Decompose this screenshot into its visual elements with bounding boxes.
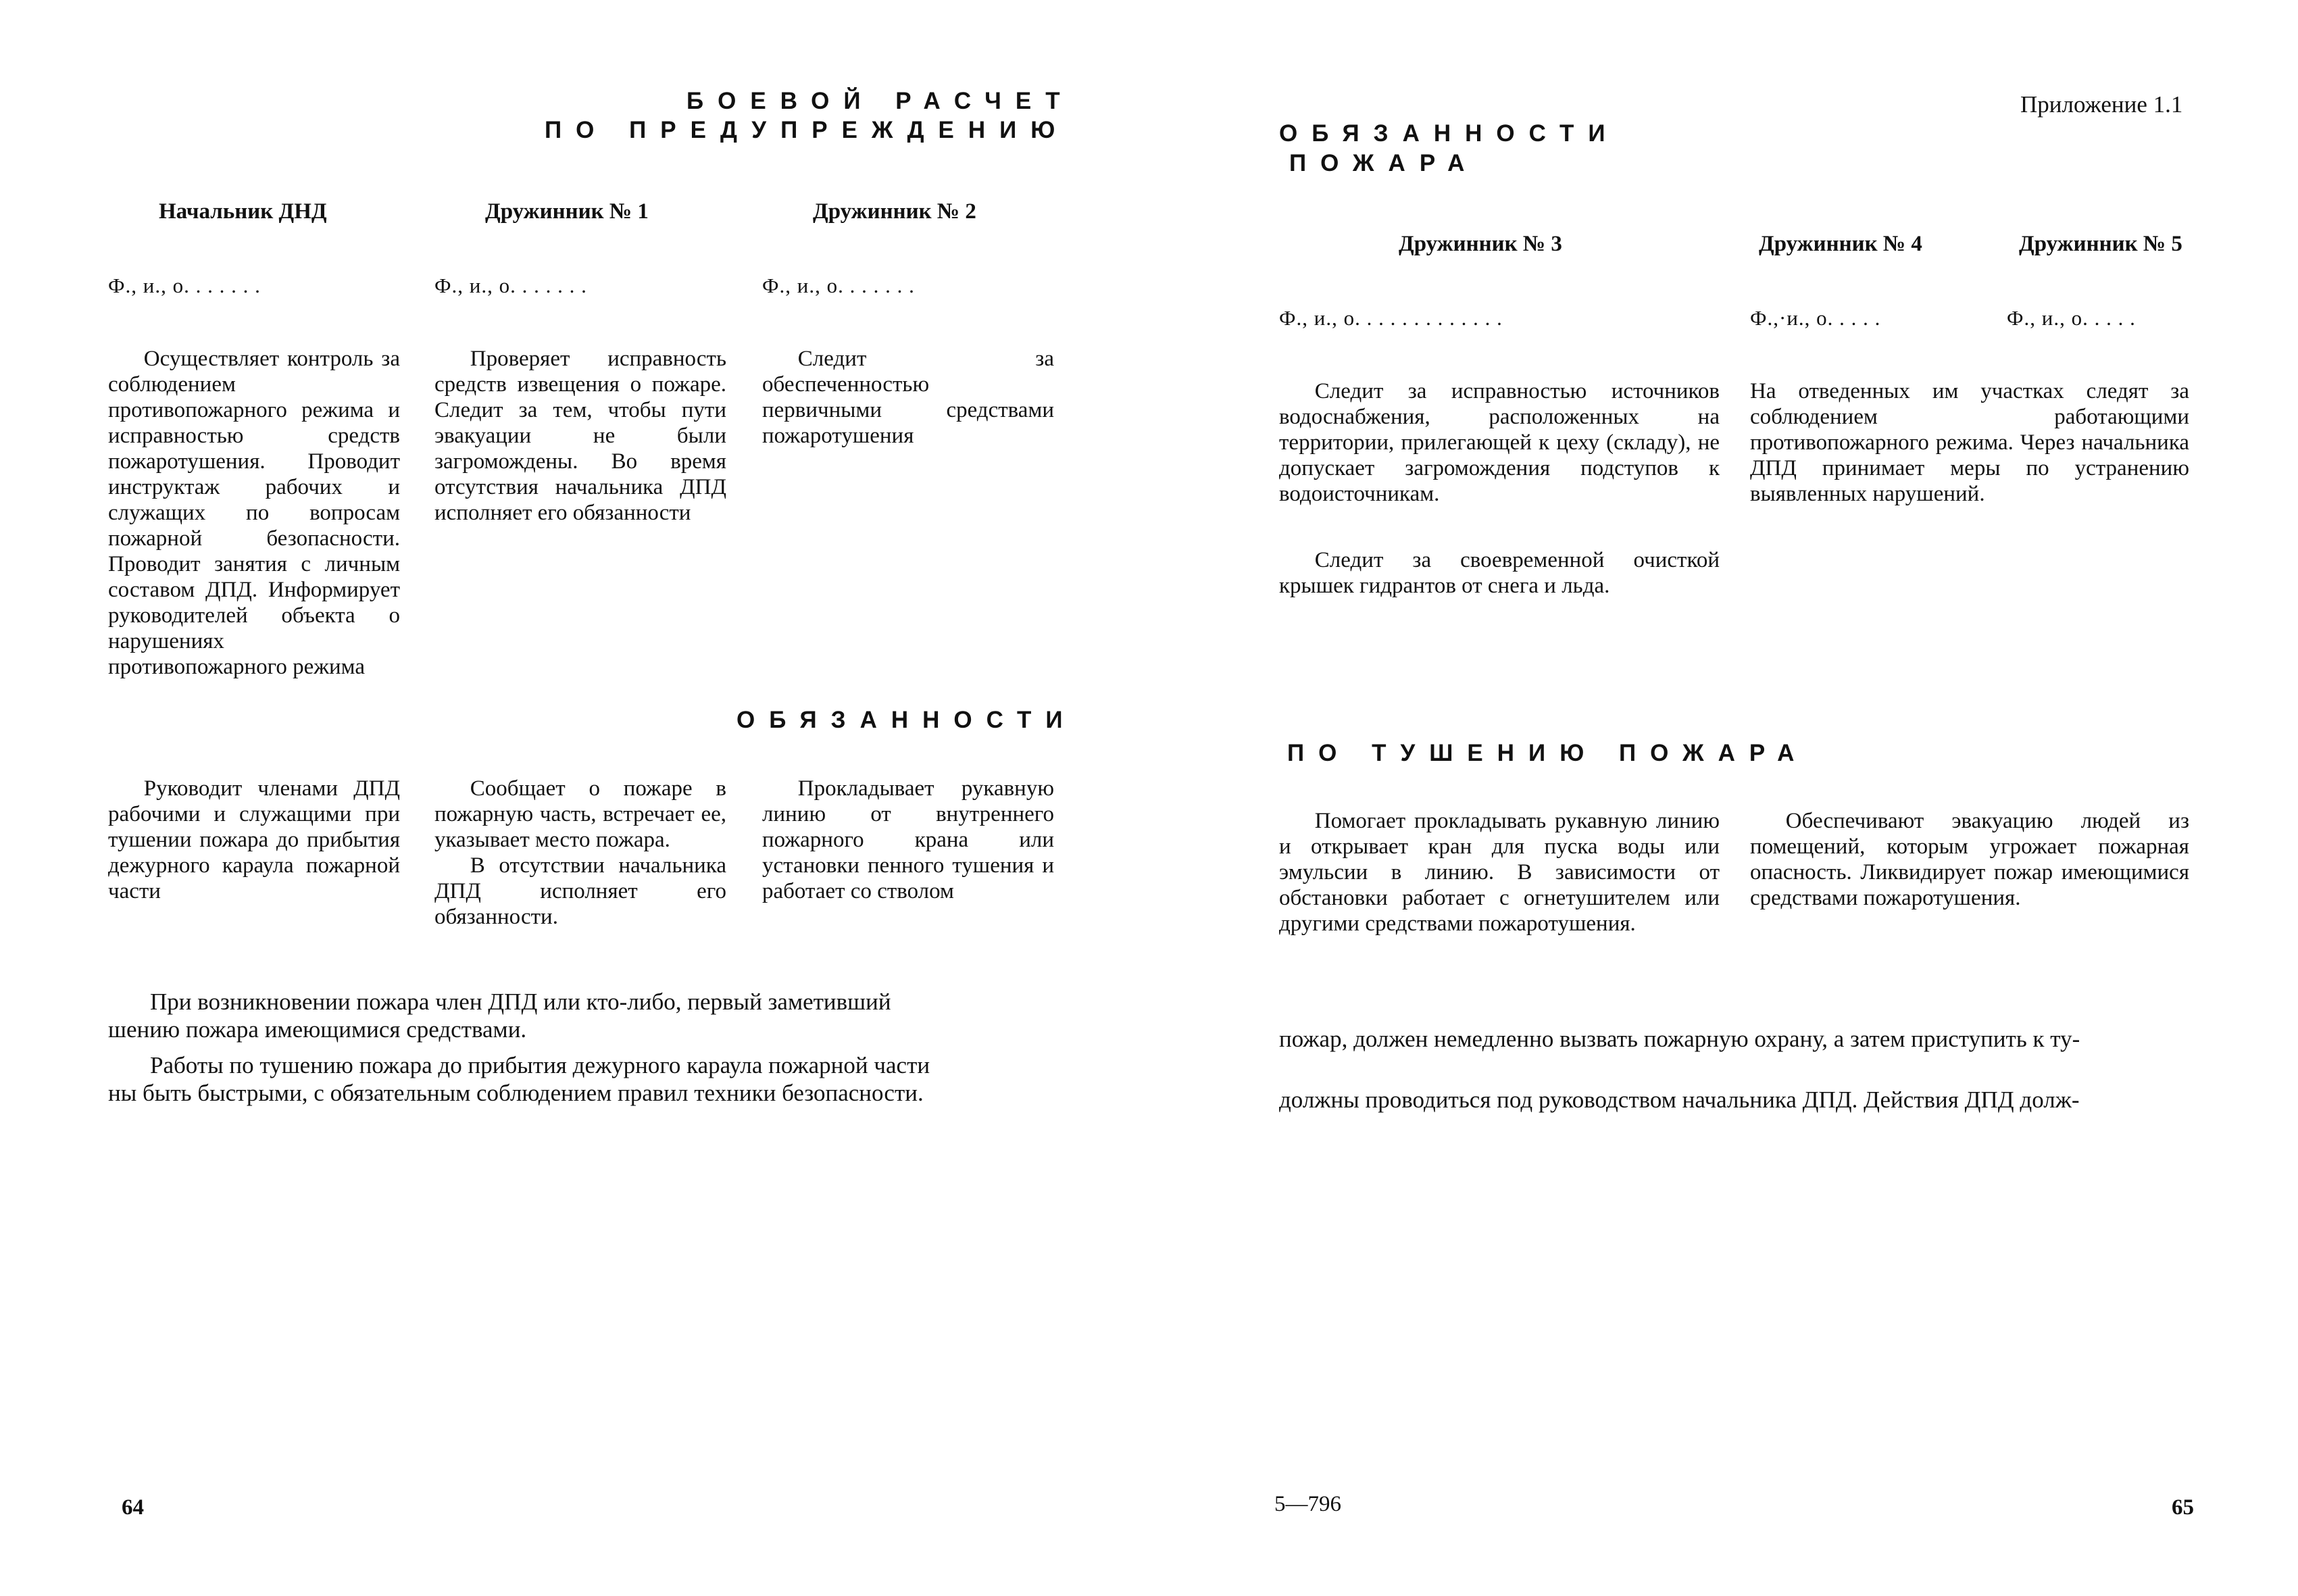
duty-text-member-1: Проверяет исправность средств извещения о пожаре. Следит за тем, чтобы пути эвакуации не были загромождены. Во время отсутствия начальника ДПД исполняет его обязанности — [434, 347, 726, 525]
fire-text-member-1-part2: В отсутствии начальника ДПД исполняет его обязанности. — [434, 853, 726, 929]
col-head-member-3: Дружинник № 3 — [1399, 232, 1562, 256]
duty-text-member-3-extra: Следит за своевременной очисткой крышек гидрантов от снега и льда. — [1279, 548, 1720, 598]
fire-text-member-1 — [434, 776, 726, 930]
right-title-line1: ОБЯЗАННОСТИ — [1279, 120, 1620, 147]
fire-text-member-3: Помогает прокладывать рукавную линию и открывает кран для пуска воды или эмульсии в линию. В зависимости от обстановки работает с огнетушителем или другими средствами пожаротушения. — [1279, 809, 1720, 936]
fire-text-members-4-5: Обеспечивают эвакуацию людей из помещений, которым угрожает пожарная опасность. Ликвидирует пожар имеющимися средствами пожаротушения. — [1750, 809, 2189, 910]
col-head-member-4: Дружинник № 4 — [1759, 232, 1922, 256]
col-head-member-2: Дружинник № 2 — [813, 199, 976, 224]
left-section-title: ОБЯЗАННОСТИ — [736, 707, 1077, 733]
page-number-right: 65 — [2172, 1495, 2194, 1520]
paragraph-2-left: Работы по тушению пожара до прибытия дежурного караула пожарной части — [150, 1052, 930, 1078]
fire-text-member-2: Прокладывает рукавную линию от внутреннего пожарного крана или установки пенного тушения и работает со стволом — [762, 776, 1054, 903]
paragraph-1-left-cont: шению пожара имеющимися средствами. — [108, 1016, 527, 1043]
paragraph-1-right-cont: пожар, должен немедленно вызвать пожарную охрану, а затем приступить к ту- — [1279, 1026, 2080, 1052]
fio-field-member-4: Ф.,·и., о. . . . . — [1750, 306, 1881, 330]
col-head-member-1: Дружинник № 1 — [485, 199, 649, 224]
fio-field-member-3: Ф., и., о. . . . . . . . . . . . . — [1279, 306, 1503, 330]
col-head-chief: Начальник ДНД — [159, 199, 327, 224]
duty-text-members-4-5: На отведенных им участках следят за соблюдением работающими противопожарного режима. Через начальника ДПД принимает меры по устранению выявленных нарушений. — [1750, 379, 2189, 506]
fio-field-chief: Ф., и., о. . . . . . . — [108, 274, 261, 297]
fire-text-member-1-part1: Сообщает о пожаре в пожарную часть, встречает ее, указывает место пожара. — [434, 776, 726, 852]
paragraph-1-left: При возникновении пожара член ДПД или кто-либо, первый заметивший — [150, 989, 891, 1015]
page-number-left: 64 — [122, 1495, 144, 1520]
fire-text-chief: Руководит членами ДПД рабочими и служащими при тушении пожара до прибытия дежурного караула пожарной части — [108, 776, 400, 903]
duty-text-chief: Осуществляет контроль за соблюдением противопожарного режима и исправностью средств пожаротушения. Проводит инструктаж рабочих и служащих по вопросам пожарной безопасности. Проводит занятия с личным составом ДПД. Информирует руководителей объекта о нарушениях противопожарного режима — [108, 347, 400, 679]
col-head-member-5: Дружинник № 5 — [2019, 232, 2182, 256]
appendix-label: Приложение 1.1 — [2020, 91, 2183, 118]
fio-field-member-2: Ф., и., о. . . . . . . — [762, 274, 915, 297]
duty-text-member-2: Следит за обеспеченностью первичными средствами пожаротушения — [762, 347, 1054, 448]
paragraph-2-right-cont: должны проводиться под руководством начальника ДПД. Действия ДПД долж- — [1279, 1087, 2080, 1113]
fio-field-member-5: Ф., и., о. . . . . — [2007, 306, 2136, 330]
left-title-line1: БОЕВОЙ РАСЧЕТ — [686, 88, 1074, 114]
signature-mark: 5—796 — [1274, 1492, 1341, 1516]
right-title-line2: ПОЖАРА — [1289, 150, 1479, 176]
paragraph-2-left-cont: ны быть быстрыми, с обязательным соблюдением правил техники безопасности. — [108, 1080, 924, 1106]
left-title-line2: ПО ПРЕДУПРЕЖДЕНИЮ — [545, 117, 1070, 143]
duty-text-member-3: Следит за исправностью источников водоснабжения, расположенных на территории, прилегающей к цеху (складу), не допускает загромождения подступов к водоисточникам. — [1279, 379, 1720, 506]
fio-field-member-1: Ф., и., о. . . . . . . — [434, 274, 587, 297]
right-section-title: ПО ТУШЕНИЮ ПОЖАРА — [1287, 740, 1809, 766]
